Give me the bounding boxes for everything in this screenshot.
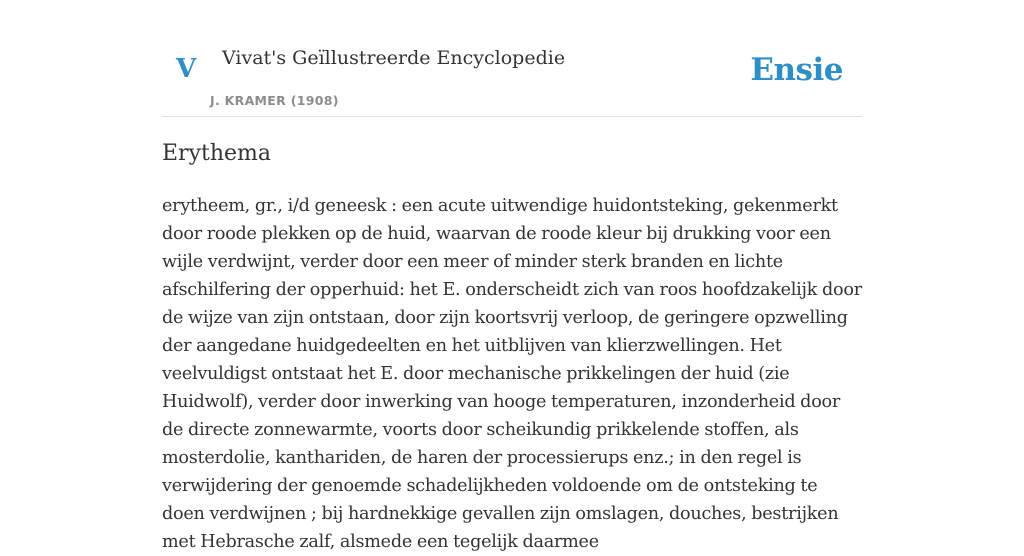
page-header <box>162 0 862 117</box>
entry-body-text: erytheem, gr., i/d geneesk : een acute uitwendige huidontsteking, gekenmerkt door roode plekken op de huid, waarvan de roode kleur bij drukking voor een wijle verdwijnt, verder door een meer of minder sterk branden en lichte afschilfering der opperhuid: het E. onderscheidt zich van roos hoofdzakelijk door de wijze van zijn ontstaan, door zijn koortsvrij verloop, de geringere opzwelling der aangedane huidgedeelten en het uitblijven van klierzwellingen. Het veelvuldigst ontstaat het E. door mechanische prikkelingen der huid (zie Huidwolf), verder door inwerking van hooge temperaturen, inzonderheid door de directe zonnewarmte, voorts door scheikundig prikkelende stoffen, als mosterdolie, kanthariden, de haren der processierups enz.; in den regel is verwijdering der genoemde schadelijkheden voldoende om de ontsteking te doen verdwijnen ; bij hardnekkige gevallen zijn omslagen, douches, bestrijken met Hebrasche zalf, alsmede een tegelijk daarmee <box>162 196 862 552</box>
entry-title: Erythema <box>162 141 272 166</box>
book-author: J. KRAMER (1908) <box>210 93 339 108</box>
book-logo-letter[interactable]: V <box>176 54 197 84</box>
ensie-logo-link[interactable]: Ensie <box>750 52 843 88</box>
page-container <box>162 0 862 552</box>
book-title-link[interactable]: Vivat's Geïllustreerde Encyclopedie <box>222 47 566 69</box>
